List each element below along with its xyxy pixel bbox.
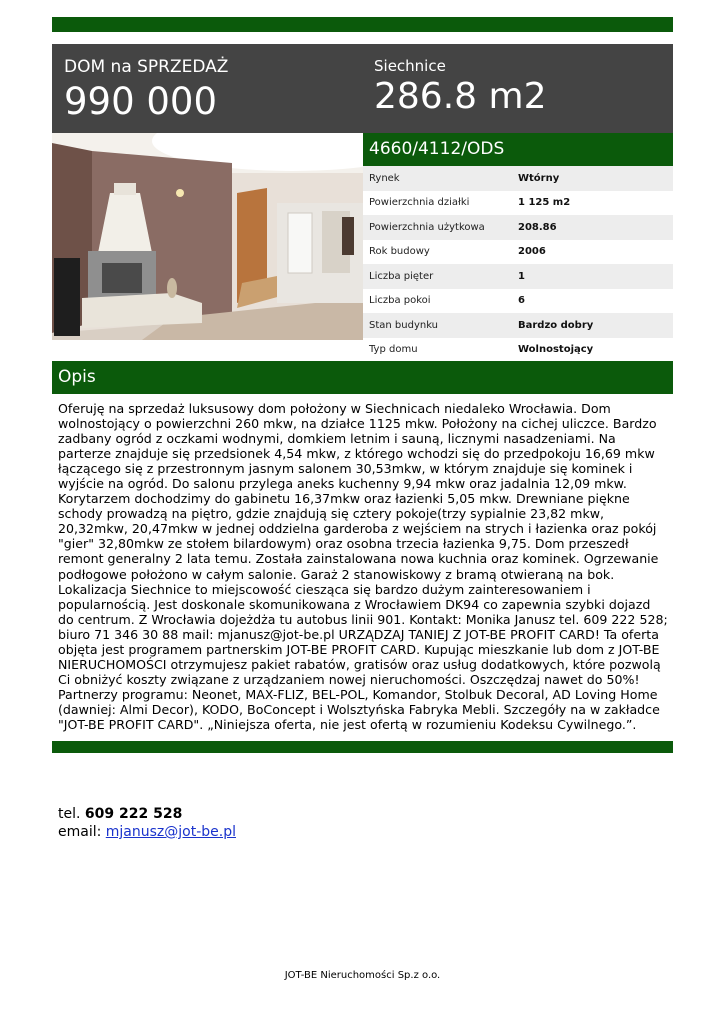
- spec-row: [363, 338, 673, 363]
- description-heading: Opis: [52, 361, 673, 394]
- spec-value: Bardzo dobry: [518, 319, 594, 331]
- specs-table: [363, 166, 673, 362]
- phone-label: tel.: [58, 806, 81, 822]
- description-text: Oferuję na sprzedaż luksusowy dom położony w Siechnicach niedaleko Wrocławia. Dom wolnostojący o powierzchni 260 mkw, na działce 1125 mkw. Położony na cichej uliczce. Bardzo zadbany ogród z oczkami wodnymi, domkiem letnim i sauną, licznymi nasadzeniami. Na parterze znajduje się przedsionek 4,54 mkw, z którego wchodzi się do przedpokoju 16,69 mkw łączącego się z przestronnym jasnym salonem 30,53mkw, w którym znajduje się kominek i wyjście na ogród. Do salonu przylega aneks kuchenny 9,94 mkw oraz jadalnia 12,09 mkw. Korytarzem dochodzimy do gabinetu 16,37mkw oraz łazienki 5,05 mkw. Drewniane piękne schody prowadzą na piętro, gdzie znajdują się cztery pokoje(trzy sypialnie 23,82 mkw, 20,32mkw, 20,47mkw w jednej oddzielna garderoba z wejściem na strych i łazienka oraz pokój "gier" 32,80mkw ze stołem bilardowym) oraz osobna trzecia łazienka 9,75. Dom przeszedł remont generalny 2 lata temu. Została zainstalowana nowa kuchnia oraz kominek. Ogrzewanie podłogowe położono w całym salonie. Garaż 2 stanowiskowy z bramą otwieraną na bok. Lokalizacja Siechnice to miejscowość ciesząca się bardzo dużym zainteresowaniem i popularnością. Jest doskonale skomunikowana z Wrocławiem DK94 co zapewnia szybki dojazd do centrum. Z Wrocławia dojeżdża tu autobus linii 901. Kontakt: Monika Janusz tel. 609 222 528; biuro 71 346 30 88 mail: mjanusz@jot-be.pl URZĄDZAJ TANIEJ Z JOT-BE PROFIT CARD! Ta oferta objęta jest programem partnerskim JOT-BE PROFIT CARD. Kupując mieszkanie lub dom z JOT-BE NIERUCHOMOŚCI otrzymujesz pakiet rabatów, gratisów oraz usług dodatkowych, które pozwolą Ci obniżyć koszty związane z urządzaniem nowej nieruchomości. Oszczędzaj nawet do 50%! Partnerzy programu: Neonet, MAX-FLIZ, BEL-POL, Komandor, Stolbuk Decoral, AD Loving Home (dawniej: Almi Decor), KODO, BoConcept i Wolsztyńska Fabryka Mebli. Szczegóły na w zakładce "JOT-BE PROFIT CARD". „Niniejsza oferta, nie jest ofertą w rozumieniu Kodeksu Cywilnego.”.: [58, 401, 668, 732]
- email-label: email:: [58, 824, 102, 840]
- spec-value: 1 125 m2: [518, 197, 571, 209]
- spec-label: Powierzchnia działki: [369, 197, 470, 209]
- spec-value: 208.86: [518, 221, 557, 233]
- bottom-divider-bar: [52, 741, 673, 753]
- spec-row: [363, 289, 673, 314]
- contact-block: [58, 805, 236, 841]
- spec-label: Liczba pięter: [369, 270, 434, 282]
- spec-label: Powierzchnia użytkowa: [369, 221, 485, 233]
- spec-row: [363, 191, 673, 216]
- listing-price: 990 000: [64, 80, 218, 123]
- spec-row: [363, 264, 673, 289]
- spec-value: 1: [518, 270, 525, 282]
- footer-company: JOT-BE Nieruchomości Sp.z o.o.: [284, 970, 441, 981]
- spec-value: Wtórny: [518, 172, 560, 184]
- top-divider-bar: [52, 17, 673, 32]
- spec-row: [363, 166, 673, 191]
- spec-label: Liczba pokoi: [369, 295, 431, 307]
- listing-city: Siechnice: [374, 57, 446, 75]
- spec-row: [363, 313, 673, 338]
- listing-header: [52, 44, 673, 133]
- spec-value: Wolnostojący: [518, 344, 594, 356]
- spec-row: [363, 215, 673, 240]
- header-right: [374, 56, 546, 118]
- phone-number: 609 222 528: [84, 806, 183, 822]
- header-left: [64, 56, 228, 124]
- spec-label: Stan budynku: [369, 319, 439, 331]
- email-link[interactable]: mjanusz@jot-be.pl: [105, 824, 236, 840]
- spec-row: [363, 240, 673, 265]
- spec-label: Typ domu: [369, 344, 418, 356]
- listing-reference: 4660/4112/ODS: [363, 133, 673, 166]
- listing-type: DOM na SPRZEDAŻ: [64, 57, 229, 77]
- property-photo: [52, 133, 363, 340]
- spec-value: 2006: [518, 246, 546, 258]
- contact-email-line: [58, 823, 236, 841]
- spec-label: Rok budowy: [369, 246, 430, 258]
- spec-value: 6: [518, 295, 525, 307]
- contact-phone-line: [58, 805, 236, 823]
- listing-area: 286.8 m2: [374, 76, 547, 117]
- spec-label: Rynek: [369, 172, 400, 184]
